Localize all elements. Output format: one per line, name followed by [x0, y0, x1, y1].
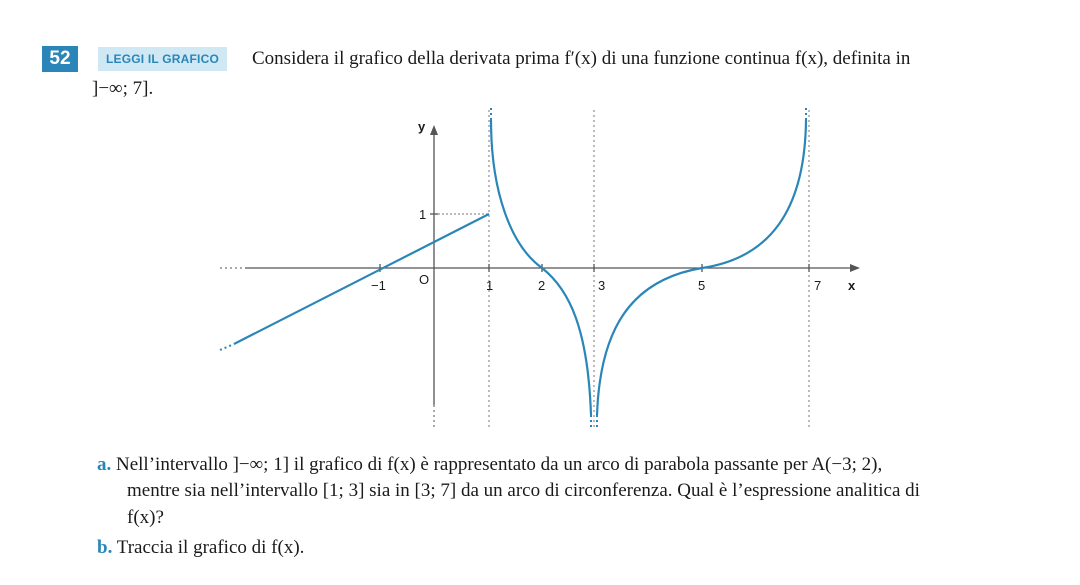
curve-linear-dotted	[220, 344, 234, 350]
question-a-text-1: Nell’intervallo ]−∞; 1] il grafico di f(x) è rappresentato da un arco di parabola passante per A(−3; 2),	[116, 454, 883, 475]
statement-line-1: Considera il grafico della derivata prima f′(x) di una funzione continua f(x), definita in	[252, 48, 911, 69]
curve-linear-segment	[234, 214, 489, 344]
question-b-text: Traccia il grafico di f(x).	[116, 537, 305, 558]
question-a-line-1	[97, 452, 882, 478]
question-a-line-2: mentre sia nell’intervallo [1; 3] sia in [3; 7] da un arco di circonferenza. Qual è l’espressione analitica di	[127, 480, 920, 501]
y-axis-label: y	[418, 119, 426, 134]
question-b	[97, 535, 304, 561]
x-tick-label: 5	[698, 278, 706, 293]
x-tick-label: 7	[814, 278, 822, 293]
question-b-label: b.	[97, 537, 113, 558]
statement-line-2: ]−∞; 7].	[92, 78, 154, 99]
x-axis-label: x	[848, 278, 856, 293]
origin-label: O	[419, 272, 430, 287]
exercise-tag: LEGGI IL GRAFICO	[98, 47, 227, 71]
y-axis-arrow	[430, 125, 438, 135]
x-tick-label: 3	[598, 278, 606, 293]
x-axis-arrow	[850, 264, 860, 272]
x-tick-label: −1	[371, 278, 386, 293]
x-tick-label: 2	[538, 278, 546, 293]
question-a-line-3: f(x)?	[127, 507, 164, 528]
exercise-number: 52	[42, 46, 78, 72]
x-tick-label: 1	[486, 278, 494, 293]
y-tick-label: 1	[419, 207, 427, 222]
question-a-label: a.	[97, 454, 112, 475]
